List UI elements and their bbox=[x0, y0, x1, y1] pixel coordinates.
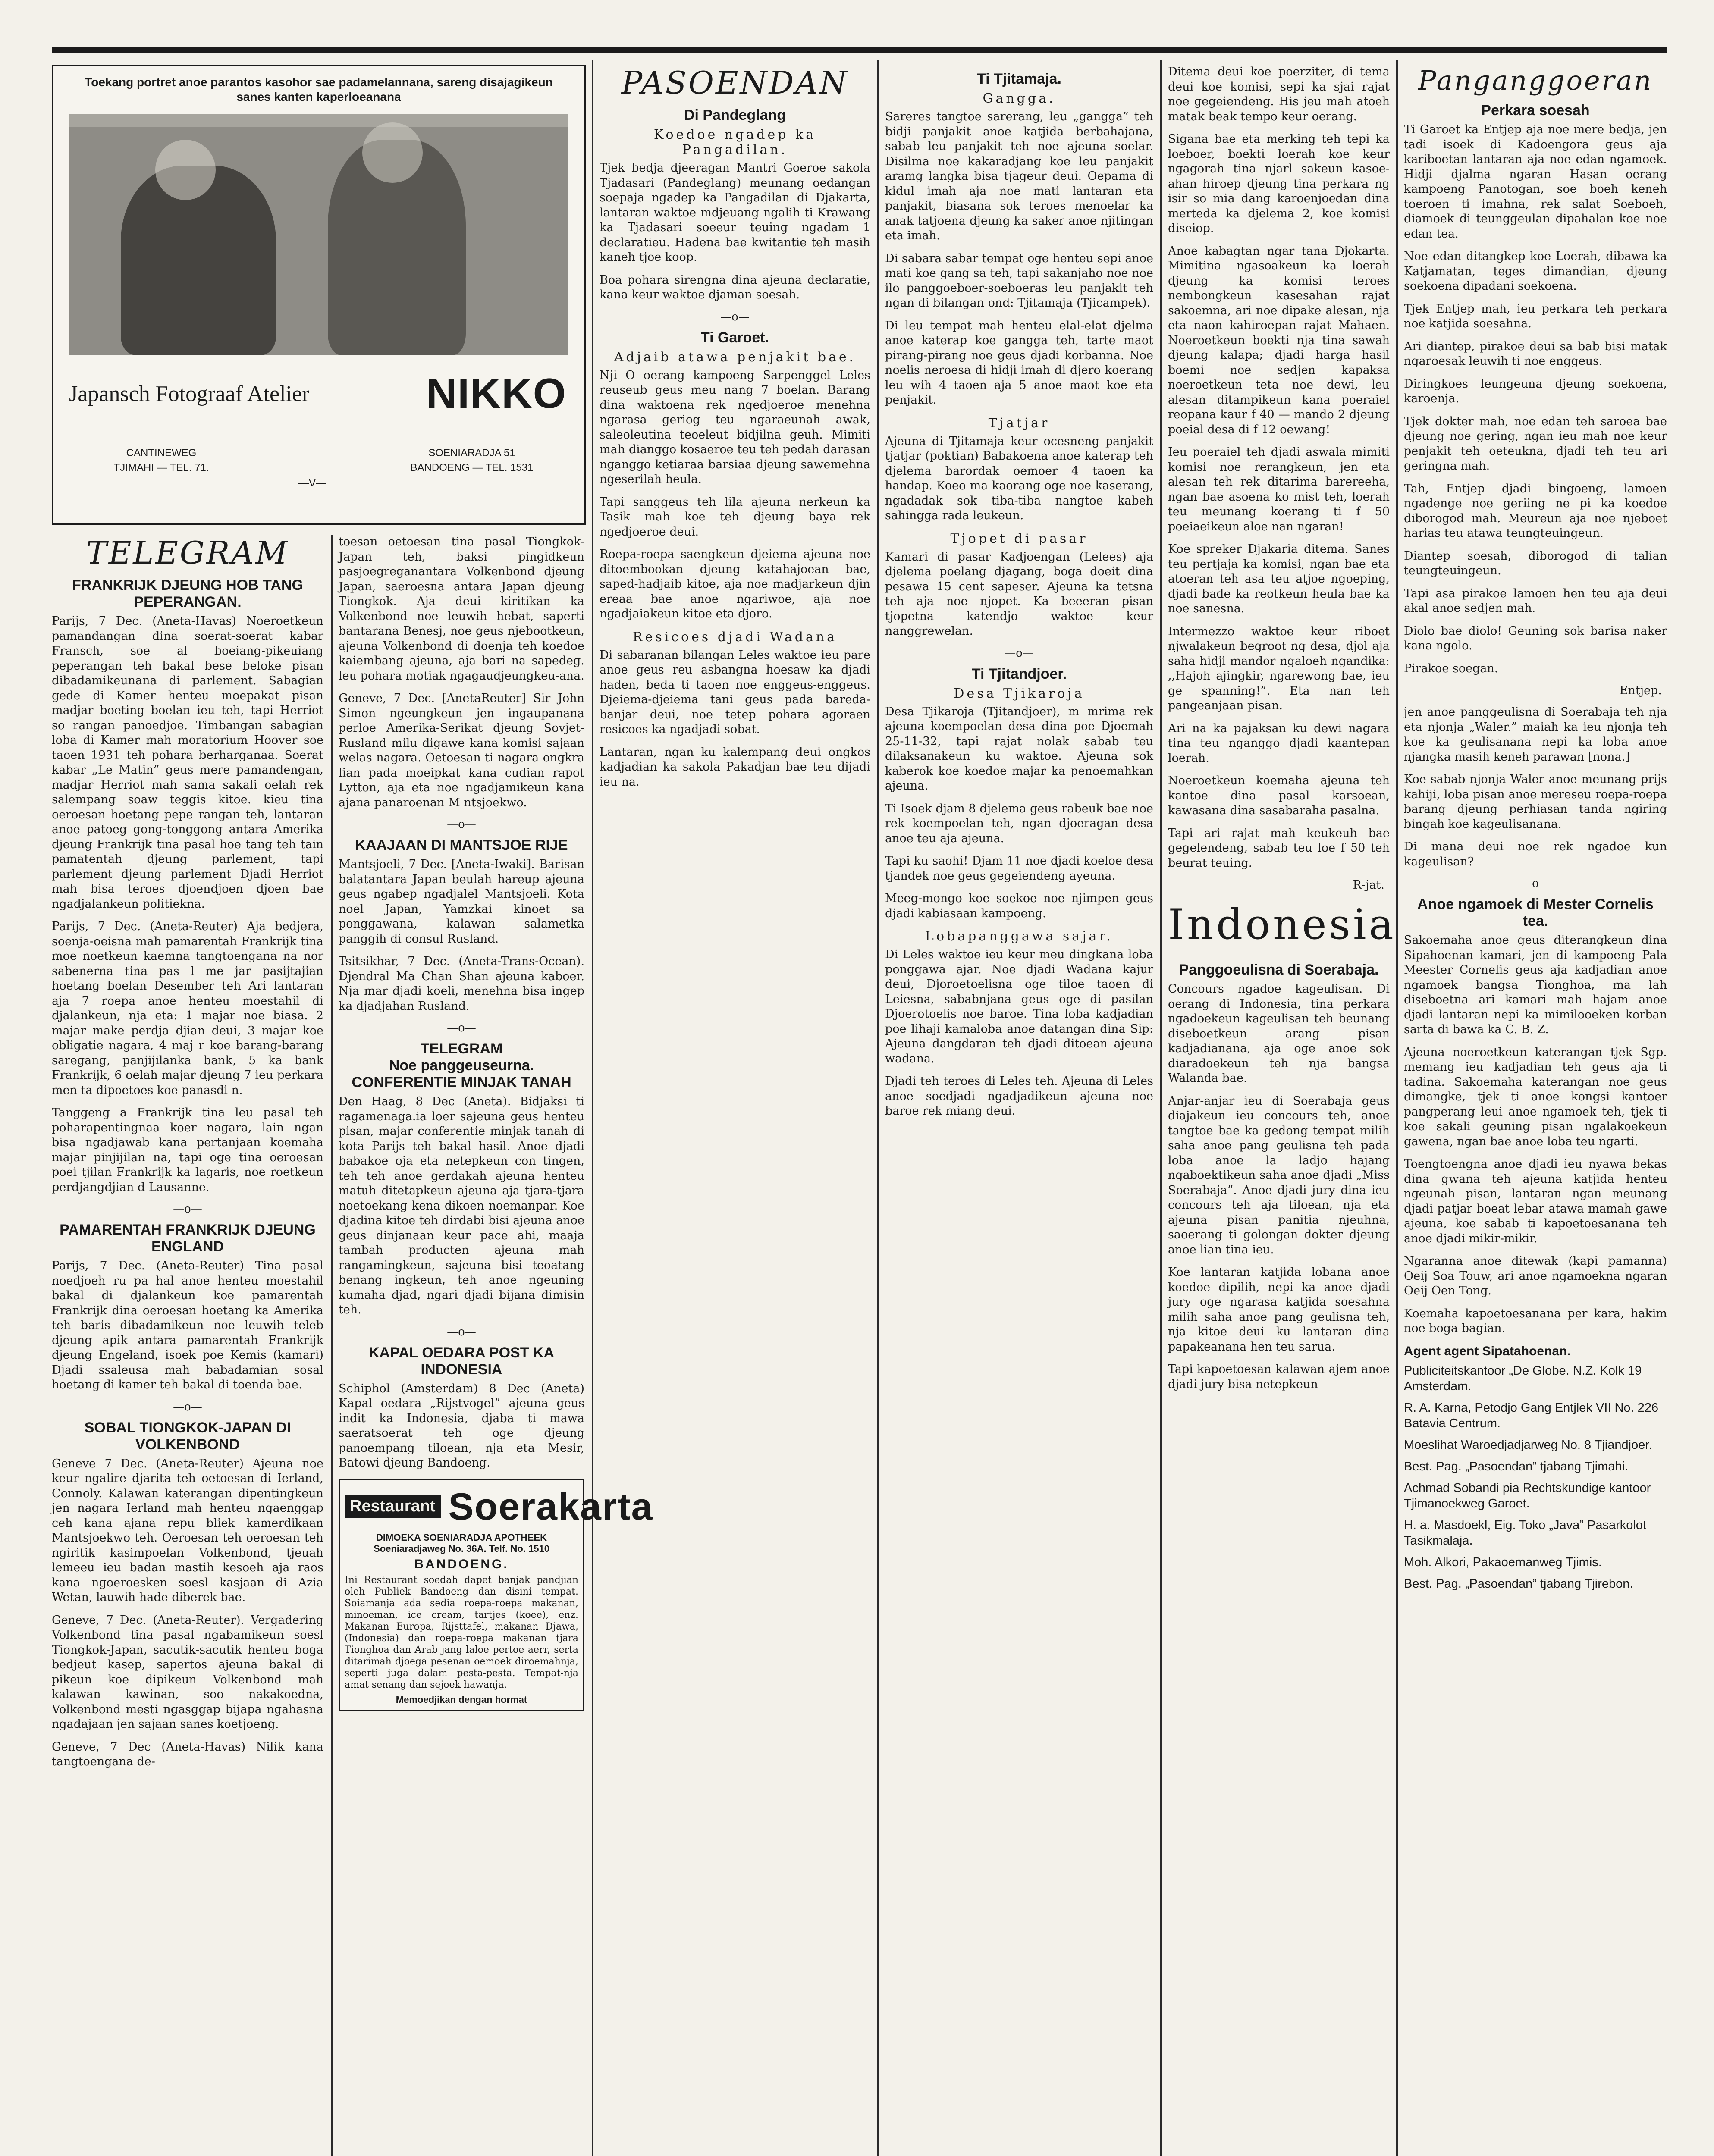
column-rule bbox=[1160, 60, 1162, 2156]
article-paragraph: Ajeuna noeroetkeun katerangan tjek Sgp. memang ieu kadjadian teh geus aja ti tadina. Sakoemaha katerangan noe geus dimangke, tjek ti anoe kongsi kantoer pangperang leui anoe ngamoek teh, tjek ti koe sakali geuning pisan ngalakoekeun gawena, ngan bae anoe loba teu ngarti. bbox=[1404, 1045, 1667, 1148]
article-paragraph: Djadi teh teroes di Leles teh. Ajeuna di Leles anoe soedjadi ngadjadikeun ajeuna noe baroe rek miang deui. bbox=[885, 1075, 1153, 1118]
article-paragraph: Tah, Entjep djadi bingoeng, lamoen ngadenge noe geriing ne pi ka koedoe diborogod mah. Meureun aja noe njeboet harias teu atawa teungteuingeun. bbox=[1404, 482, 1667, 540]
column-news-west-java bbox=[885, 65, 1153, 2156]
article-paragraph: Sigana bae eta merking teh tepi ka loeboer, boekti loerah koe keur ngagorah tina njarl sakeun kasoe-ahan hiroep djeung tina perkara ng isir so mia dang karoenjoedan dina merteda ka djelema 2, koe komisi diseiop. bbox=[1168, 132, 1390, 235]
article-signature: R-jat. bbox=[1353, 878, 1384, 892]
studio-name: Japansch Fotograaf Atelier bbox=[69, 382, 310, 406]
article-headline: Ti Garoet. bbox=[700, 329, 769, 346]
article-paragraph: Toengtoengna anoe djadi ieu nyawa bekas dina gwana teh ajeuna katjida henteu ngeunah pisan, lantaran ngan meunang djadi patjar boeat lebar atawa mamah gawe ajeuna, koe sabab ti kapoetoesanana teh anoe djadi mikir-mikir. bbox=[1404, 1157, 1667, 1245]
restaurant-footer: Memoedjikan dengan hormat bbox=[396, 1694, 527, 1705]
article-paragraph: Geneve, 7 Dec. (Aneta-Reuter). Vergadering Volkenbond tina pasal ngabamikeun soesl Tiongkok-Japan, sacutik-sacutik henteu boga bedjeut kasep, sapertos ajeuna bakal di pikeun koe dipikeun Volkenbond mah kalawan kawinan, soo nakakoedna, Volkenbond mesti ngasggap bijapa ngahasna ngadajaan jen sajaan sanes koetjoeng. bbox=[52, 1613, 323, 1731]
article-paragraph: Tsitsikhar, 7 Dec. (Aneta-Trans-Ocean). Djendral Ma Chan Shan ajeuna kaboer. Nja mar djadi koeli, menehna bisa ingep ka djadjahan Rusland. bbox=[339, 955, 584, 1013]
separator: —o— bbox=[1005, 646, 1034, 660]
column-telegram bbox=[52, 535, 323, 2156]
article-subtitle: Adjaib atawa penjakit bae. bbox=[614, 349, 856, 365]
masthead-rule bbox=[52, 47, 1667, 53]
article-paragraph: Ti Isoek djam 8 djelema geus rabeuk bae noe rek koempoelan teh, ngan djoeragan desa anoe teu aja ajeuna. bbox=[885, 802, 1153, 845]
agent-entry: H. a. Masdoekl, Eig. Toko „Java” Pasarkolot Tasikmalaja. bbox=[1404, 1518, 1646, 1548]
article-paragraph: Tjek bedja djeeragan Mantri Goeroe sakola Tjadasari (Pandeglang) meunang oedangan soepaja ngadep ka Pangadilan di Djakarta, lantaran waktoe mdjeuang ngalih ti Krawang ka Tjadasari soeeur teuing ngadam 1 declaratieu. Hadena bae kwitantie teh masih kaneh tjoe koop. bbox=[600, 161, 870, 264]
article-subtitle: Desa Tjikaroja bbox=[954, 686, 1085, 701]
branch-right: SOENIARADJA 51 BANDOENG — TEL. 1531 bbox=[410, 447, 534, 473]
article-paragraph: Boa pohara sirengna dina ajeuna declaratie, kana keur waktoe djaman soesah. bbox=[600, 273, 870, 301]
separator: —o— bbox=[720, 310, 750, 323]
article-subtitle: Resicoes djadi Wadana bbox=[632, 629, 838, 645]
agent-entry: Moh. Alkori, Pakaoemanweg Tjimis. bbox=[1404, 1555, 1602, 1569]
agent-entry: Best. Pag. „Pasoendan” tjabang Tjimahi. bbox=[1404, 1459, 1629, 1473]
separator: —o— bbox=[447, 1325, 476, 1338]
agent-entry: R. A. Karna, Petodjo Gang Entjlek VII No. 226 Batavia Centrum. bbox=[1404, 1401, 1659, 1430]
column-telegram-continued bbox=[339, 535, 653, 2156]
article-paragraph: Parijs, 7 Dec. (Aneta-Reuter) Aja bedjera, soenja-oeisna mah pamarentah Frankrijk tina moe noetkeun kaemna tangtoengana na nor sabenerna tina pas l me jar pasijtajian hoetang boelan Desember teh Ari lantaran aja 7 roepa anoe henteu moestahil di djalankeun, nja eta: 1 majar noe biasa. 2 majar make perdja djian deui, 3 majar koe obligatie nagara, 4 maj r koe barang-barang saregang, panjijilanka bank, 5 ka bank Frankrijk, 6 oelah majar djeung 7 ieu perkara men ta dipoetoes koe panasdi n. bbox=[52, 920, 323, 1097]
article-paragraph: Ti Garoet ka Entjep aja noe mere bedja, jen tadi isoek di Kadoengora geus aja kariboetan lantaran aja noe edan ngamoek. Hidji djalma ngaran Hasan oerang kampoeng Panotogan, soe boeh keneh toeroen ti imahna, rek salat Soeboeh, diamoek di teunggeulan dipahalan koe noe edan tea. bbox=[1404, 123, 1667, 241]
restaurant-body: Ini Restaurant soedah dapet banjak pandjian oleh Publiek Bandoeng dan disini tempat. Soiamanja ada sedia roepa-roepa makanan, minoeman, ice cream, tartjes (koee), enz. Makanan Europa, Rijsttafel, makanan Djawa, (Indonesia) dan roepa-roepa makanan tjara Tionghoa dan Arab jang laloe pertoe aerr, serta ditarimah djoega pesenan oemoek diroemahnja, seperti juga dalam pesta-pesta. Tempat-nja amat senang dan sejoek hawanja. bbox=[345, 1574, 578, 1690]
restaurant-label: Restaurant bbox=[345, 1495, 441, 1518]
agent-entry: Moeslihat Waroedjadjarweg No. 8 Tjiandjoer. bbox=[1404, 1438, 1652, 1452]
article-paragraph: Ajeuna di Tjitamaja keur ocesneng panjakit tjatjar (poktian) Babakoena anoe katerap teh djelema barordak oemoer 4 taoen ka handap. Koeo ma kaorang oge noe kaserang, ngadadak sok tiba-tiba nangtoe kabeh sahingga rada leukeun. bbox=[885, 434, 1153, 522]
article-paragraph: Tjek Entjep mah, ieu perkara teh perkara noe katjida soesahna. bbox=[1404, 302, 1667, 330]
article-paragraph: Ari diantep, pirakoe deui sa bab bisi matak ngaroesak leuwih ti noe enggeus. bbox=[1404, 339, 1667, 368]
article-paragraph: Koe spreker Djakaria ditema. Sanes teu pertjaja ka komisi, ngan bae eta atoeran teh asa teu atjoe ngoeping, djadi bade ka reotkeun heula bae ka noe sanesna. bbox=[1168, 542, 1390, 615]
ad-caption: Toekang portret anoe parantos kasohor sae padamelannana, sareng disajagikeun sanes kanten kaperloeanana bbox=[85, 75, 553, 103]
separator: —o— bbox=[447, 818, 476, 831]
article-paragraph: Di sabaranan bilangan Leles waktoe ieu pare anoe geus reu asbangna hoesaw ka djadi haden, beda ti taoen noe enggeus-enggeus. Djeiema-djeiema tani geus pada bareda-banjar deui, noe tetep pohara agoraen resicoes ka ngadjadi sobat. bbox=[600, 648, 870, 736]
agent-entry: Achmad Sobandi pia Rechtskundige kantoor Tjimanoekweg Garoet. bbox=[1404, 1481, 1651, 1510]
separator: —o— bbox=[173, 1203, 202, 1216]
column-rule bbox=[331, 535, 333, 2156]
separator: —o— bbox=[447, 1022, 476, 1034]
article-paragraph: Di Leles waktoe ieu keur meu dingkana loba ponggawa ajar. Noe djadi Wadana kajur deui, Djoroetoelisna oge tiloe taoen di Leiesna, sababnjana geus oge di pasilan Djoerotoelis noe baroe. Tina loba kadjadian poe lihaji kamaloba anoe datangan dina Sip: Ajeuna dangdaran teh djadi ditoean ajeuna wadana. bbox=[885, 948, 1153, 1065]
article-paragraph: Meeg-mongo koe soekoe noe njimpen geus djadi kabiasaan kampoeng. bbox=[885, 892, 1153, 920]
article-paragraph: jen anoe panggeulisna di Soerabaja teh nja eta njonja „Waler.” maiah ka ieu njonja teh koe ka geulisanana nepi ka loba anoe njangka masih keneh parawan [nona.] bbox=[1404, 705, 1667, 764]
article-paragraph: Noeroetkeun koemaha ajeuna teh kantoe dina pasal karsoean, kawasana dina sasabaraha pasalna. bbox=[1168, 774, 1390, 817]
article-paragraph: Di leu tempat mah henteu elal-elat djelma anoe katerap koe gangga teh, tarte maot pirang-pirang noe geus djadi korbanna. Noe noelis neroesa di hidji imah di djero koerang leu wih 4 taoen aja 5 anoe maot koe eta penjakit. bbox=[885, 319, 1153, 407]
article-paragraph: Diantep soesah, diborogod di talian teungteuingeun. bbox=[1404, 549, 1667, 577]
article-headline: Ti Tjitamaja. bbox=[977, 71, 1061, 87]
agent-entry: Publiciteitskantoor „De Globe. N.Z. Kolk 19 Amsterdam. bbox=[1404, 1363, 1642, 1393]
column-panganggoeran bbox=[1404, 65, 1667, 2156]
column-rule bbox=[592, 60, 593, 2156]
article-paragraph: Roepa-roepa saengkeun djeiema ajeuna noe ditoembookan djeung katahajoean bae, saped-hadjaib kitoe, aja noe madjarkeun djin ereaa bae anoe ngariwoe, aja noe ngadjaiakeun kitoe eta djoro. bbox=[600, 548, 870, 620]
article-paragraph: Intermezzo waktoe keur riboet njwalakeun begroot ng desa, djol aja saha hidji mandor ngaloeh ngandika: ,,Hajoh ajingkir, ngarewong bae, ieu ge spanning!”. Eta nan teh pangeanjaan pisan. bbox=[1168, 624, 1390, 712]
section-title: PASOENDAN bbox=[621, 65, 849, 101]
article-paragraph: Mantsjoeli, 7 Dec. [Aneta-Iwaki]. Barisan balatantara Japan beulah hareup ajeuna geus ngabep ngadjalel Mantsjoeli. Kota noel Japan, Yamzkai kinoet sa ponggawana, kalawan salametka panggih di consul Rusland. bbox=[339, 858, 584, 946]
article-paragraph: Koe lantaran katjida lobana anoe koedoe dipilih, nepi ka anoe djadi jury oge ngarasa katjida soesahna milih saha anoe pang geulisna teh, nja kitoe deui ku lantaran dina papakeanana hen teu sarua. bbox=[1168, 1266, 1390, 1354]
restaurant-city: BANDOENG. bbox=[414, 1557, 509, 1571]
article-subtitle: Tjatjar bbox=[988, 415, 1050, 431]
article-headline: Panggoeulisna di Soerabaja. bbox=[1179, 962, 1379, 978]
indonesia-banner: Indonesia bbox=[1168, 900, 1396, 949]
article-paragraph: Tapi sanggeus teh lila ajeuna nerkeun ka Tasik mah koe teh djeung baya rek ngedjoeroe deui. bbox=[600, 495, 870, 539]
column-pasoendan bbox=[600, 65, 870, 2156]
article-paragraph: Geneve, 7 Dec. [AnetaReuter] Sir John Simon ngeungkeun jen ingaupanana perloe Amerika-Serikat djeung Sovjet-Rusland milu digawe kana komisi sajaan welas nagara. Oetoesan ti nagara ongkra lian pada moeipkat kana cudian rapot Lytton, aja eta noe ngadjamikeun kana ajana panaroenan M ntsjoekwo. bbox=[339, 692, 584, 809]
article-paragraph: toesan oetoesan tina pasal Tiongkok-Japan teh, baksi pingidkeun pasjoegreganantara Volkenbond djeung Japan, saeroesna antara Japan djeung Tiongkok. Aja deui kiritikan ka Volkenbond noe leuwih hebat, saperti bantarana Benesj, noe geus njebootkeun, ajeuna Volkenbond di doenja teh koedoe kaiembang ajeuna, aja bari na sapedeg. leu pohara motiak ngagaudjeungkeu-ana. bbox=[339, 535, 584, 683]
section-title: Panganggoeran bbox=[1418, 65, 1653, 96]
article-subtitle: Gangga. bbox=[983, 91, 1056, 106]
agent-entry: Best. Pag. „Pasoendan” tjabang Tjirebon. bbox=[1404, 1576, 1633, 1591]
article-paragraph: Ari na ka pajaksan ku dewi nagara tina teu nganggo djadi kaantepan loerah. bbox=[1168, 721, 1390, 765]
article-paragraph: Sakoemaha anoe geus diterangkeun dina Sipahoenan kamari, jen di kampoeng Pala Meester Cornelis geus aja kadjadian anoe ngamoek bangsa Tionghoa, ma lah diseboetna ari kamari mah hajam anoe djadi lantaran nepi ka mimilooeken korban sarta di bawa ka C. B. Z. bbox=[1404, 934, 1667, 1036]
article-paragraph: Ieu poeraiel teh djadi aswala mimiti komisi noe rerangkeun, jen eta alesan teh rek ditarima barereeha, ngan bae asoena ko mist teh, loerah teu meunang koerang ti f 50 poeiaeikeun aloe nan ngaran! bbox=[1168, 445, 1390, 533]
article-paragraph: Nji O oerang kampoeng Sarpenggel Leles reuseub geus meu nang 7 boelan. Barang dina waktoena rek ngedjoeroe menehna ngarasa geriog teu ngaraeunah awak, saleoleutina teoeleut bidjilna geuh. Mimiti mah dianggo kosaeroe teu teh pedah darasan nganggo ketiaraa barsiaa djeung sawemehna ngeserilah heula. bbox=[600, 368, 870, 486]
article-paragraph: Tanggeng a Frankrijk tina leu pasal teh poharapentingnaa koer nagara, lain ngan bisa ngadjawab kana pertanjaan koemaha majar pinjijilan na, tapi oge tina oeroesan poei tjilan Frankrijk ka lagaris, noe roetkeun perdjangdjian d Lausanne. bbox=[52, 1106, 323, 1194]
column-rule bbox=[877, 60, 879, 2156]
article-headline: KAPAL OEDARA POST KA INDONESIA bbox=[368, 1344, 555, 1378]
nikko-advertisement bbox=[52, 65, 586, 525]
article-paragraph: Koemaha kapoetoesanana per kara, hakim noe boga bagian. bbox=[1404, 1307, 1667, 1335]
article-paragraph: Tapi asa pirakoe lamoen hen teu aja deui akal anoe sedjen mah. bbox=[1404, 586, 1667, 615]
article-headline: Anoe ngamoek di Mester Cornelis tea. bbox=[1417, 896, 1654, 929]
ornament: —V— bbox=[298, 477, 326, 489]
section-title: TELEGRAM bbox=[86, 535, 289, 571]
article-paragraph: Tapi kapoetoesan kalawan ajem anoe djadi jury bisa netepkeun bbox=[1168, 1363, 1390, 1391]
article-paragraph: Noe edan ditangkep koe Loerah, dibawa ka Katjamatan, teges dimandian, djeung soekoena dipadani soekoena. bbox=[1404, 250, 1667, 293]
article-subtitle: Tjopet di pasar bbox=[950, 531, 1088, 546]
article-paragraph: Kamari di pasar Kadjoengan (Lelees) aja djelema poelang djagang, boga doeit dina pesawa 15 cent sapeser. Ajeuna ka tetsna teh aja noe njopet. Ka beeeran pisan tjopetna katendjo waktoe keur nanggrewelan. bbox=[885, 550, 1153, 638]
article-paragraph: Pirakoe soegan. bbox=[1404, 661, 1498, 675]
article-paragraph: Concours ngadoe kageulisan. Di oerang di Indonesia, tina perkara ngadoekeun kageulisan teh beunang diseboetkeun arang pisan kadjadianana, aja oge anoe sok diaradoekeun teh nja bangsa Walanda bae. bbox=[1168, 982, 1390, 1085]
article-headline: Di Pandeglang bbox=[684, 107, 786, 123]
article-paragraph: Parijs, 7 Dec. (Aneta-Reuter) Tina pasal noedjoeh ru pa hal anoe henteu moestahil bakal di djalankeun koe pamarentah Frankrijk dina oeroesan hoetang ka Amerika teh baris dibadamikeun noe leuwih teleb djeung apik antara pamarentah Frankrijk djeung Engeland, isoek poe Kemis (kamari) Djadi ssaleusa mah babadamian sosal hoetang di kamer teh bakal di toenda bae. bbox=[52, 1259, 323, 1391]
article-paragraph: Ngaranna anoe ditewak (kapi pamanna) Oeij Soa Touw, ari anoe ngamoekna ngaran Oeij Oen Tong. bbox=[1404, 1254, 1667, 1297]
article-paragraph: Diringkoes leungeuna djeung soekoena, karoenja. bbox=[1404, 377, 1667, 405]
article-subtitle: Koedoe ngadep ka Pangadilan. bbox=[653, 127, 816, 157]
article-headline: FRANKRIJK DJEUNG HOB TANG PEPERANGAN. bbox=[72, 577, 303, 610]
article-paragraph: Sareres tangtoe sarerang, leu „gangga” teh bidji panjakit anoe katjida berbahajana, sabab leu panjakit teh noe ajeuna soelar. Disilma noe kakaradjang koe leu panjakit aramg langka bisa tjageur deui. Oepama di kidul imah aja noe mati lantaran eta panjakit, biasana sok teroes menoelar ka anak tatjoena djeung ka saker anoe njitingan eta imah. bbox=[885, 110, 1153, 242]
column-rule bbox=[1396, 60, 1398, 2156]
article-paragraph: Anjar-anjar ieu di Soerabaja geus diajakeun ieu concours teh, anoe tangtoe bae ka gedong tempat milih saha anoe pang geulisna teh pada loba anoe la ladjo hajang ngaboektikeun saha anoe djadi „Miss Soerabaja”. Anoe djadi jury dina ieu concours teh aja tiloean, nja eta ajeuna pisan panitia njeuhna, saoerang ti golongan dokter djeung anoe lian tina ieu. bbox=[1168, 1094, 1390, 1257]
branch-left: CANTINEWEG TJIMAHI — TEL. 71. bbox=[113, 447, 209, 473]
brand-logo: NIKKO bbox=[426, 370, 567, 417]
article-headline: PAMARENTAH FRANKRIJK DJEUNG ENGLAND bbox=[60, 1222, 316, 1255]
agent-list-title: Agent agent Sipatahoenan. bbox=[1404, 1344, 1571, 1358]
article-paragraph: Tjek dokter mah, noe edan teh saroea bae djeung noe gering, ngan ieu mah noe keur penjakit teh oeteukna, djadi teh teu ari geringna mah. bbox=[1404, 414, 1667, 473]
article-paragraph: Diolo bae diolo! Geuning sok barisa naker kana ngolo. bbox=[1404, 624, 1667, 652]
separator: —o— bbox=[1521, 877, 1550, 890]
article-headline: Perkara soesah bbox=[1481, 102, 1590, 119]
article-headline: SOBAL TIONGKOK-JAPAN DI VOLKENBOND bbox=[84, 1419, 291, 1453]
article-paragraph: Schiphol (Amsterdam) 8 Dec (Aneta) Kapal oedara „Rijstvogel” ajeuna geus indit ka Indonesia, djaba ti mawa saeratsoerat teh oge djeung panoempang tiloean, nja eta Mesir, Batowi djeung Bandoeng. bbox=[339, 1382, 584, 1470]
article-paragraph: Parijs, 7 Dec. (Aneta-Havas) Noeroetkeun pamandangan dina soerat-soerat kabar Fransch, soe al boeiang-pikeuiang peperangan teh bakal bese beloke pisan dibadamikeunana di parlement. Sabagian gede di Kamer henteu moepakat pisan madjar boeting boelan ieu teh, tapi Herriot so rangan panoedjoe. Timbangan sabagian loba di Kamer mah moratorium Hoover soe taoen 1931 teh pohara berharganaa. Soerat kabar „Le Matin” geus mere pamandengan, madjar Herriot mah sama sakali oelah rek salempang soaw teggis kitoe. kieu tina oeroesan hoetang pepe rangan teh, lantaran anoe patoeg gong-tonggong antara Amerika djeung Frankrijk tina pasal hoe tang teh tain pamatentah djeung parlement, tapi parlement djeung parlement Djadi Herriot mah bisa teroes djoendjoen djoen bae ngadjalankeun politiekna. bbox=[52, 614, 323, 911]
article-headline: KAAJAAN DI MANTSJOE RIJE bbox=[355, 837, 568, 853]
separator: —o— bbox=[173, 1400, 202, 1413]
article-paragraph: Geneve, 7 Dec (Aneta-Havas) Nilik kana tangtoengana de- bbox=[52, 1740, 323, 1768]
article-paragraph: Den Haag, 8 Dec (Aneta). Bidjaksi ti ragamenaga.ia loer sajeuna geus henteu pisan, majar conferentie minjak tanah di kota Parijs teh bakal hasil. Anoe djadi babakoe oja eta netepkeun con tingen, teh teh anoe gerdakah ajeuna henteu matuh ditetapkeun ajeuna aja tjara-tjara noetoekang kena dikoen noemanpar. Koe djadina kitoe teh dirdabi bisi ajeuna anoe geus dinjanaan keur pace ahi, maaja tambah producten ajeuna mah rangamingkeun, sajeuna bisi teoatang benang ingkeun, teh anoe ngeuning kumaha djad, ngari djadi bijana dimisin teh. bbox=[339, 1095, 584, 1316]
restaurant-advertisement bbox=[339, 1479, 653, 1711]
restaurant-address: DIMOEKA SOENIARADJA APOTHEEK Soeniaradjaweg No. 36A. Telf. No. 1510 bbox=[374, 1532, 549, 1554]
column-news-continued bbox=[1168, 65, 1396, 2156]
article-paragraph: Tapi ari rajat mah keukeuh bae gegelendeng, sabab teu loe f 50 teh beurat teuing. bbox=[1168, 826, 1390, 870]
article-signature: Entjep. bbox=[1619, 684, 1662, 697]
article-paragraph: Geneve 7 Dec. (Aneta-Reuter) Ajeuna noe keur ngalire djarita teh oetoesan di Ierland, Connoly. Kalawan katerangan dipentingkeun jen nagara Ierland mah henteu ngaenggap ceh kana ajana repu bliek kamerdikaan Mantsjoekwo teh. Oeroesan teh oeroesan teh ngiritik kasimpoelan Volkenbond, tjeuah lemeeu ieu badan mastih kesoeh aja raos kana ngoeroesken soesl kasjaan di Azia Wetan, lauwih hade diberek bae. bbox=[52, 1457, 323, 1604]
article-subtitle: Lobapanggawa sajar. bbox=[925, 929, 1113, 944]
agent-list bbox=[1404, 1344, 1667, 1592]
article-paragraph: Koe sabab njonja Waler anoe meunang prijs kahiji, loba pisan anoe mereseu roepa-roepa barang djeung perhiasan tanda ngiring bingah koe kageulisanana. bbox=[1404, 773, 1667, 831]
portrait-photo bbox=[69, 114, 568, 355]
article-paragraph: Lantaran, ngan ku kalempang deui ongkos kadjadian ka sakola Pakadjan bae teu dijadi ieu na. bbox=[600, 745, 870, 789]
article-headline: TELEGRAM Noe panggeuseurna. CONFERENTIE MINJAK TANAH bbox=[352, 1040, 571, 1091]
restaurant-name: Soerakarta bbox=[448, 1485, 653, 1528]
article-paragraph: Di mana deui noe rek ngadoe kun kageulisan? bbox=[1404, 840, 1667, 868]
article-paragraph: Desa Tjikaroja (Tjitandjoer), m mrima rek ajeuna koempoelan desa dina poe Djoemah 25-11-32, tapi rajat nolak sabab teu dilaksanakeun ku waktoe. Ajeuna sok kaberok koe koedoe majar ka penoemahkan ajeuna. bbox=[885, 705, 1153, 793]
article-headline: Ti Tjitandjoer. bbox=[971, 665, 1067, 682]
article-paragraph: Di sabara sabar tempat oge henteu sepi anoe mati koe gang sa teh, tapi sakanjaho noe noe ilo panggoeboer-soeboeras leu panjakit teh ngan di bilangan ond: Tjitamaja (Tjicampek). bbox=[885, 251, 1153, 310]
article-paragraph: Tapi ku saohi! Djam 11 noe djadi koeloe desa tjandek noe geus gegeiendeng ayeuna. bbox=[885, 854, 1153, 883]
article-paragraph: Anoe kabagtan ngar tana Djokarta. Mimitina ngasoakeun ka loerah djeung ka komisi teroes nembongkeun kasesahan rajat sakoemna, ari noe dipake alesan, nja eta naon kahiroepan rajat Mahaen. Noeroetkeun boekti nja tina sawah djeung kalapa; djadi harga hasil boemi noe sedjen kapaksa noeroetkeun teta noe dewi, leu alesan ditampikeun kana poeraiel reopana kaur f 40 — mando 2 djeung poeial desa di f 12 oewang! bbox=[1168, 244, 1390, 436]
article-paragraph: Ditema deui koe poerziter, di tema deui koe komisi, sepi ka sjai rajat noe gegeiendeng. His jeu mah atoeh matak beak tempo keur oerang. bbox=[1168, 65, 1390, 123]
